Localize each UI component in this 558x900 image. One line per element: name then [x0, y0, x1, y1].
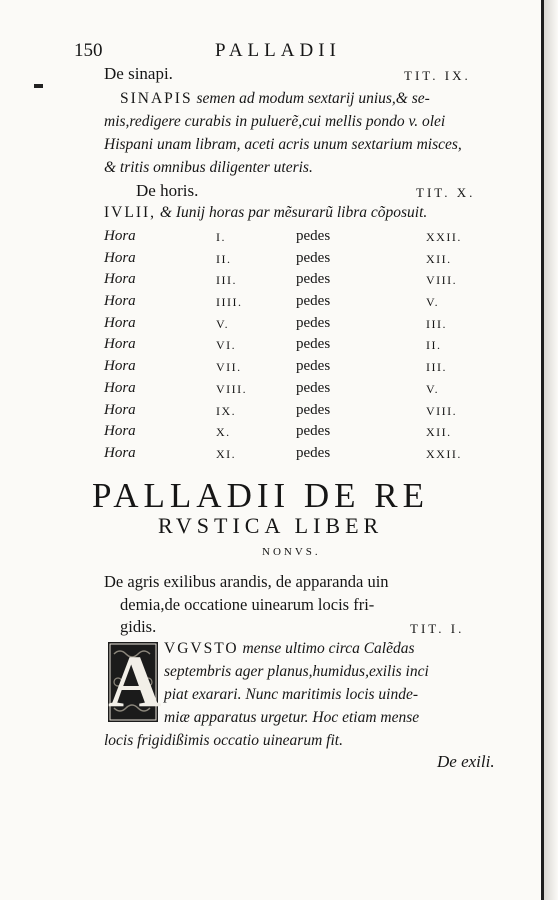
table-row	[104, 315, 504, 337]
paragraph-line: locis frigidißimis occatio uinearum fit.	[104, 732, 343, 749]
shadow-length: VIII.	[426, 273, 458, 288]
shadow-length: III.	[426, 360, 447, 375]
line-text: & Iunij horas par mẽsurarũ libra cõposuit.	[159, 204, 428, 221]
chapter-heading-line: gidis.	[120, 617, 157, 636]
hour-label: Hora	[104, 423, 136, 440]
unit-label: pedes	[296, 444, 331, 461]
book-title: PALLADII DE RE	[92, 476, 430, 515]
table-row	[104, 358, 504, 380]
table-row	[104, 228, 504, 250]
shadow-length: V.	[426, 381, 440, 396]
table-row	[104, 271, 504, 293]
lead-word: IVLII,	[104, 204, 157, 221]
unit-label: pedes	[296, 401, 331, 418]
paragraph-line	[104, 204, 427, 222]
hour-label: Hora	[104, 336, 136, 353]
chapter-heading-line: De agris exilibus arandis, de apparanda uin	[104, 572, 389, 591]
unit-label: pedes	[296, 249, 331, 266]
unit-label: pedes	[296, 358, 331, 375]
section-number-x: TIT. X.	[416, 185, 476, 200]
hour-number: III.	[216, 273, 237, 288]
paragraph-line	[164, 640, 415, 658]
table-row	[104, 293, 504, 315]
table-row	[104, 380, 504, 402]
shadow-length: XII.	[426, 251, 452, 266]
hour-number: XI.	[216, 446, 237, 461]
unit-label: pedes	[296, 423, 331, 440]
section-heading-sinapi: De sinapi.	[104, 64, 173, 83]
hour-label: Hora	[104, 379, 136, 396]
shadow-length: XXII.	[426, 446, 462, 461]
decorated-initial	[108, 641, 162, 723]
paragraph-line: piat exarari. Nunc maritimis locis uinde-	[164, 686, 419, 703]
unit-label: pedes	[296, 228, 331, 244]
margin-mark	[34, 84, 43, 88]
hour-label: Hora	[104, 358, 136, 375]
hour-number: VIII.	[216, 381, 248, 396]
paragraph-line: mis,redigere curabis in puluerẽ,cui mellis pondo v. olei	[104, 113, 446, 130]
hour-number: VI.	[216, 338, 237, 353]
shadow-length: VIII.	[426, 403, 458, 418]
table-row	[104, 250, 504, 272]
paragraph-line: septembris ager planus,humidus,exilis inci	[164, 663, 429, 680]
paragraph-line: Hispani unam libram, aceti acris unum sextarium misces,	[104, 136, 462, 153]
table-row	[104, 402, 504, 424]
section-heading-horis: De horis.	[136, 181, 199, 200]
section-number-i: TIT. I.	[410, 621, 465, 636]
hour-number: IX.	[216, 403, 237, 418]
shadow-length: III.	[426, 316, 447, 331]
hour-label: Hora	[104, 271, 136, 288]
catchword: De exili.	[437, 752, 495, 771]
paragraph-line	[120, 90, 430, 108]
hour-number: V.	[216, 316, 230, 331]
hour-label: Hora	[104, 314, 136, 331]
hour-number: VII.	[216, 360, 242, 375]
shadow-length: XXII.	[426, 230, 462, 244]
hour-label: Hora	[104, 401, 136, 418]
chapter-heading-line: demia,de occatione uinearum locis fri-	[120, 595, 375, 614]
table-row	[104, 423, 504, 445]
table-row	[104, 445, 504, 467]
unit-label: pedes	[296, 314, 331, 331]
line-text: mense ultimo circa Calẽdas	[242, 640, 415, 657]
page-edge-shadow	[544, 0, 558, 900]
paragraph-line: & tritis omnibus diligenter uteris.	[104, 159, 313, 176]
lead-word: SINAPIS	[120, 90, 193, 107]
hour-label: Hora	[104, 228, 136, 244]
hour-number: X.	[216, 425, 231, 440]
running-head: PALLADII	[215, 40, 341, 61]
section-number-ix: TIT. IX.	[404, 68, 471, 83]
hour-label: Hora	[104, 293, 136, 310]
lead-word: VGVSTO	[164, 640, 239, 657]
unit-label: pedes	[296, 271, 331, 288]
shadow-length: V.	[426, 295, 440, 310]
shadow-length: XII.	[426, 425, 452, 440]
line-text: semen ad modum sextarij unius,& se-	[196, 90, 430, 107]
unit-label: pedes	[296, 293, 331, 310]
hours-table	[104, 228, 504, 467]
unit-label: pedes	[296, 379, 331, 396]
unit-label: pedes	[296, 336, 331, 353]
paragraph-line: miæ apparatus urgetur. Hoc etiam mense	[164, 709, 420, 726]
book-number: NONVS.	[262, 546, 321, 558]
hour-number: I.	[216, 230, 226, 244]
hour-label: Hora	[104, 249, 136, 266]
initial-letter: A	[108, 641, 162, 723]
hour-number: IIII.	[216, 295, 243, 310]
book-subtitle: RVSTICA LIBER	[158, 513, 384, 538]
table-row	[104, 336, 504, 358]
hour-label: Hora	[104, 444, 136, 461]
shadow-length: II.	[426, 338, 442, 353]
page-number: 150	[74, 40, 103, 61]
hour-number: II.	[216, 251, 232, 266]
